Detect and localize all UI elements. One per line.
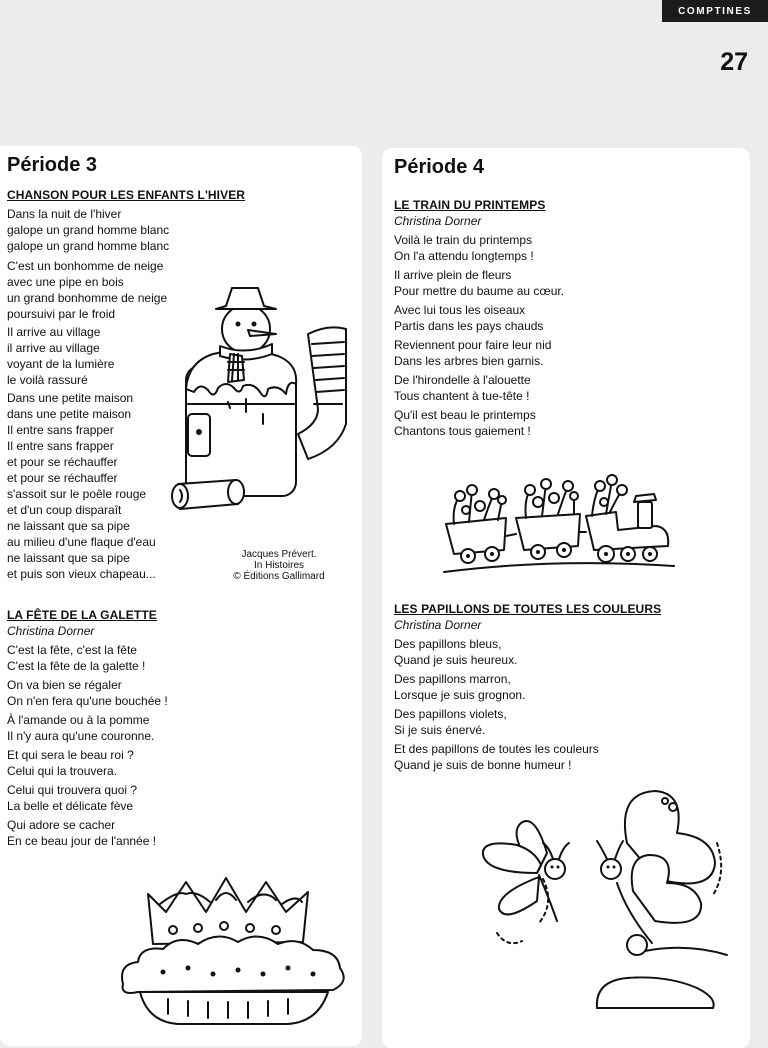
stanza: Reviennent pour faire leur nid Dans les arbres bien garnis. [394,338,552,368]
section-tag: COMPTINES [662,0,768,22]
right-panel [382,148,750,1048]
stanza: C'est un bonhomme de neige avec une pipe en bois un grand bonhomme de neige poursuivi par le froid [7,259,168,321]
stanza: De l'hirondelle à l'alouette Tous chantent à tue-tête ! [394,373,531,403]
snowman-stove-illustration [168,284,358,524]
stanza: Et des papillons de toutes les couleurs Quand je suis de bonne humeur ! [394,742,599,772]
poem-author: Christina Dorner [394,214,482,228]
galette-crown-illustration [118,864,348,1024]
stanza: C'est la fête, c'est la fête C'est la fête de la galette ! [7,643,146,673]
stanza: Avec lui tous les oiseaux Partis dans les pays chauds [394,303,544,333]
poem-title-galette: LA FÊTE DE LA GALETTE [7,608,157,622]
flower-train-illustration [434,466,679,578]
stanza: Des papillons violets, Si je suis énervé. [394,707,507,737]
stanza: Des papillons bleus, Quand je suis heureux. [394,637,518,667]
stanza: Dans une petite maison dans une petite maison Il entre sans frapper Il entre sans frapper et pour se réchauffer et pour se réchauffer s'assoit sur le poêle rouge et d'un coup disparaît ne laissant que sa pipe au milieu d'une flaque d'eau ne laissant que sa pipe et puis son vieux chapeau... [7,391,156,581]
poem-author: Christina Dorner [394,618,482,632]
stanza: Dans la nuit de l'hiver galope un grand homme blanc galope un grand homme blanc [7,207,170,253]
poem-author: Christina Dorner [7,624,95,638]
stanza: Il arrive plein de fleurs Pour mettre du baume au cœur. [394,268,565,298]
poem-title-papillons: LES PAPILLONS DE TOUTES LES COULEURS [394,602,662,616]
stanza: On va bien se régaler On n'en fera qu'une bouchée ! [7,678,168,708]
stanza: Voilà le train du printemps On l'a attendu longtemps ! [394,233,534,263]
page-number: 27 [720,48,748,76]
stanza: Celui qui trouvera quoi ? La belle et délicate fève [7,783,138,813]
poem-credit: Jacques Prévert. In Histoires © Éditions Gallimard [233,549,325,582]
period-4-title: Période 4 [394,156,485,178]
stanza: À l'amande ou à la pomme Il n'y aura qu'une couronne. [7,713,155,743]
left-panel [0,146,362,1046]
butterflies-illustration [477,783,737,1008]
stanza: Il arrive au village il arrive au village voyant de la lumière le voilà rassuré [7,325,115,387]
stanza: Qu'il est beau le printemps Chantons tous gaiement ! [394,408,536,438]
stanza: Des papillons marron, Lorsque je suis grognon. [394,672,526,702]
poem-title-train: LE TRAIN DU PRINTEMPS [394,198,546,212]
poem-title-chanson: CHANSON POUR LES ENFANTS L'HIVER [7,188,246,202]
stanza: Et qui sera le beau roi ? Celui qui la trouvera. [7,748,134,778]
period-3-title: Période 3 [7,154,98,176]
stanza: Qui adore se cacher En ce beau jour de l'année ! [7,818,157,848]
